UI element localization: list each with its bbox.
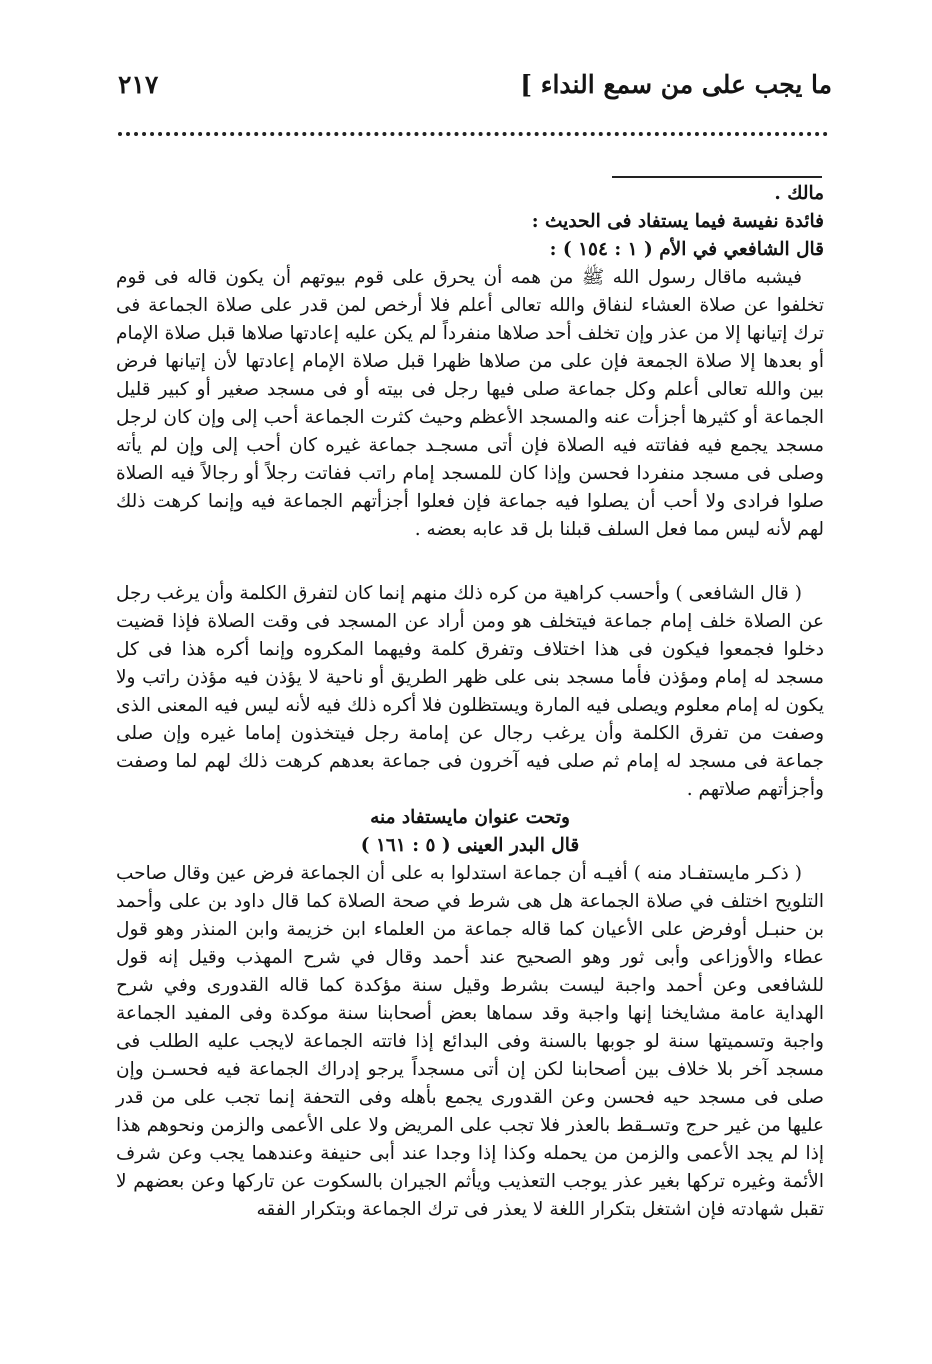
line-malik: مالك . (774, 183, 824, 204)
heading-taht-unwan: وتحت عنوان مايستفاد منه (370, 807, 570, 828)
heading-badr-aini: قال البدر العينى ( ٥ : ١٦١ ) (360, 835, 580, 856)
heading-faida: فائدة نفيسة فيما يستفاد فى الحديث : (531, 211, 824, 232)
page-body (116, 180, 824, 1224)
running-title: ما يجب على من سمع النداء ] (520, 69, 832, 99)
page-number: ٢١٧ (118, 69, 159, 99)
paragraph-gap (116, 544, 824, 580)
dotted-separator (118, 132, 828, 136)
paragraph-shafii-karahiya: ( قال الشافعى ) وأحسب كراهية من كره ذلك منهم إنما كان لتفرق الكلمة وأن يرغب رجل عن الصلاة خلف إمام جماعة فيتخلف هو ومن أراد عن المسجد فى وقت الصلاة فإذا قضيت دخلوا فجمعوا فيكون فى هذا اختلاف وتفرق كلمة وفيهما المكروه وإنما أكره هذا فى كل مسجد له إمام ومؤذن فأما مسجد بنى على ظهر الطريق أو ناحية لا يؤذن فيه مؤذن راتب ولا يكون له إمام معلوم ويصلى فيه المارة ويستظلون فلا أكره ذلك فيه لأنه ليس فيه المعنى الذى وصفت من تفرق الكلمة وأن يرغب رجال عن إمامة رجل فيتخذون إماما غيره وإن صلى جماعة فى مسجد له إمام ثم صلى فيه آخرون فى جماعة بعدهم كرهت ذلك لهم لما وصفت وأجزأتهم صلاتهم . (116, 583, 824, 800)
footnote-rule (612, 176, 822, 178)
heading-shafii: قال الشافعي في الأم ( ١ : ١٥٤ ) : (549, 239, 824, 260)
paragraph-shafii-umm: فيشبه ماقال رسول الله ﷺ من همه أن يحرق على قوم بيوتهم أن يكون قاله فى قوم تخلفوا عن صلاة العشاء لنفاق والله تعالى أعلم فلا أرخص لمن قدر على صلاة الجماعة فى ترك إتيانها إلا من عذر وإن تخلف أحد صلاها منفرداً لم يكن عليه إعادتها صلاها قبل صلاة الإمام أو بعدها إلا صلاة الجمعة فإن على من صلاها ظهرا قبل صلاة الإمام إعادتها لأن إتيانها فرض بين والله تعالى أعلم وكل جماعة صلى فيها رجل فى بيته أو فى مسجد صغير أو كبير قليل الجماعة أو كثيرها أجزأت عنه والمسجد الأعظم وحيث كثرت الجماعة أحب إلى وإن كان لرجل مسجد يجمع فيه ففاتته فيه الصلاة فإن أتى مسجـد جماعة غيره كان أحب إلى وإن لم يأته وصلى فى مسجد منفردا فحسن وإذا كان للمسجد إمام راتب ففاتت رجلاً أو رجالاً فيه الصلاة صلوا فرادى ولا أحب أن يصلوا فيه جماعة فإن فعلوا أجزأتهم الجماعة فيه وإنما كرهت ذلك لهم لأنه ليس مما فعل السلف قبلنا بل قد عابه بعضه . (116, 267, 824, 540)
paragraph-aini: ( ذكـر مايستفـاد منه ) أفيـه أن جماعة استدلوا به على أن الجماعة فرض عين وقال صاحب التلويح اختلف في صلاة الجماعة هل هى شرط في صحة الصلاة كما قال داود بن على وأحمد بن حنبـل أوفرض على الأعيان كما قاله جماعة من العلماء ابن خزيمة وابن المنذر وهو قول عطاء والأوزاعى وأبى ثور وهو الصحيح عند أحمد وقال في شرح المهذب وقيل إنه قول للشافعى وعن أحمد واجبة ليست بشرط وقيل سنة مؤكدة كما قاله القدورى وفي شرح الهداية عامة مشايخنا إنها واجبة وقد سماها بعض أصحابنا سنة موكدة وفى المفيد الجماعة واجبة وتسميتها سنة لو جوبها بالسنة وفى البدائع إذا فاتته الجماعة لايجب عليه الطلب فى مسجد آخر بلا خلاف بين أصحابنا لكن إن أتى مسجداً يرجو إدراك الجماعة فيه فحسـن وإن صلى فى مسجد حيه فحسن وعن القدورى يجمع بأهله وفى التحفة إنما تجب على من قدر عليها من غير حرج وتسـقط بالعذر فلا تجب على المريض ولا على الأعمى والزمن ونحوهم هذا إذا لم يجد الأعمى والزمن من يحمله وكذا إذا وجدا عند أبى حنيفة وعندهما يجب وعن شرف الأئمة وغيره تركها بغير عذر يوجب التعذيب ويأثم الجيران بالسكوت عن تاركها وعن بعضهم لا تقبل شهادته فإن اشتغل بتكرار اللغة لا يعذر فى ترك الجماعة وبتكرار الفقه (116, 863, 824, 1220)
page-header (118, 62, 832, 106)
